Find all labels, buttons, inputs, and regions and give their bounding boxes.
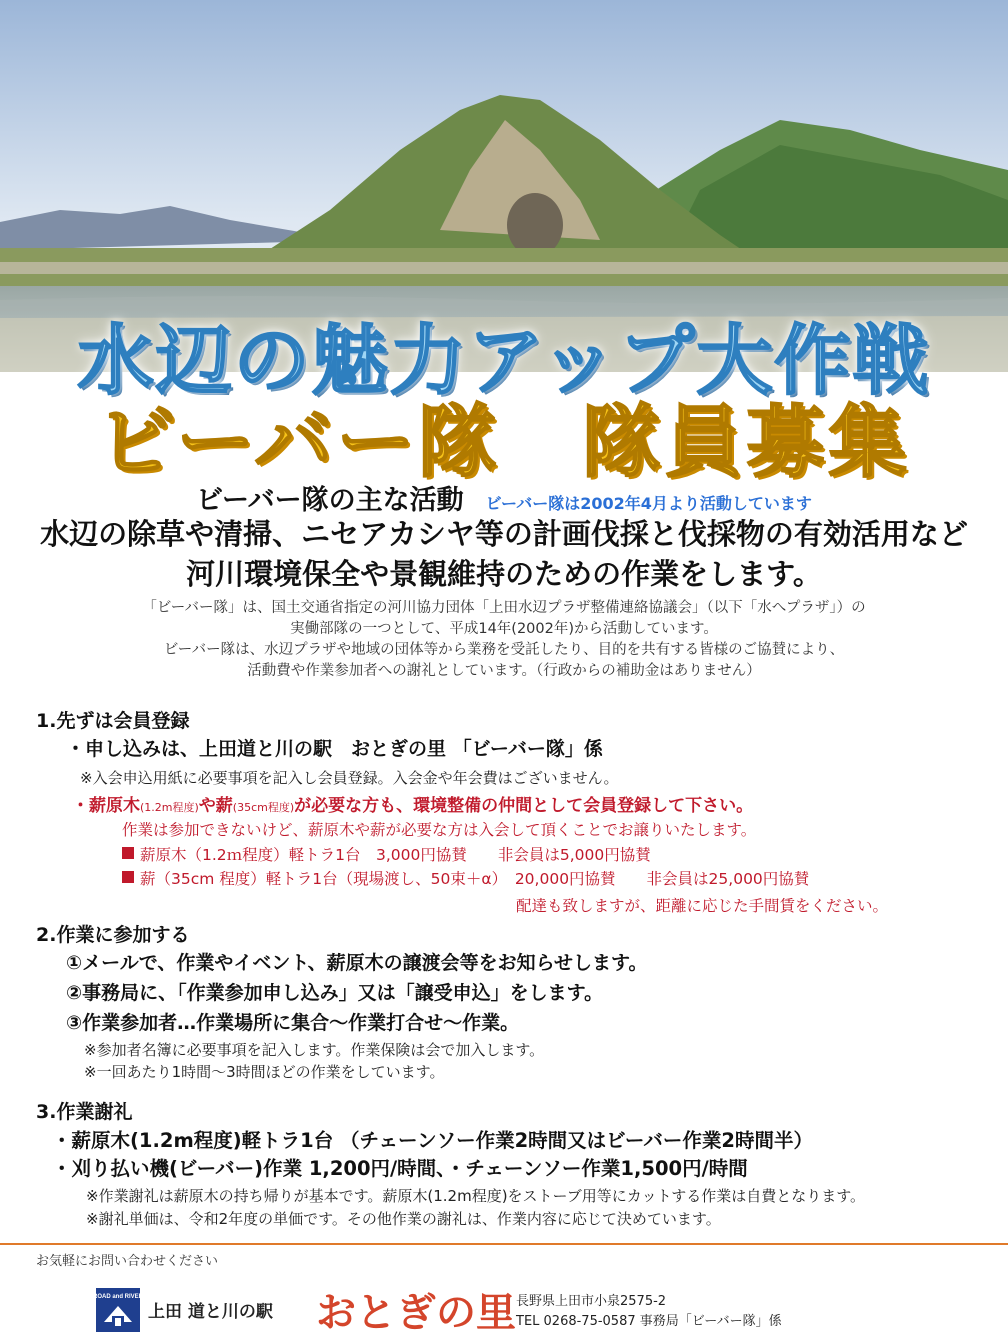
section-2-heading: 2.作業に参加する bbox=[36, 924, 190, 946]
firewood-size: (35cm程度) bbox=[232, 801, 295, 814]
intro-line: ビーバー隊は、水辺プラザや地域の団体等から業務を受託したり、目的を共有する皆様のご協賛により、 bbox=[163, 642, 845, 658]
reward-note-1: ※作業謝礼は薪原木の持ち帰りが基本です。薪原木(1.2m程度)をストーブ用等にカットする作業は自費となります。 bbox=[86, 1187, 865, 1205]
delivery-note: 配達も致しますが、距離に応じた手間賃をください。 bbox=[516, 897, 889, 915]
step-2: ②事務局に、「作業参加申し込み」又は「譲受申込」をします。 bbox=[66, 982, 604, 1004]
apply-line: ・申し込みは、上田道と川の駅 おとぎの里 「ビーバー隊」係 bbox=[66, 738, 603, 760]
address-block bbox=[516, 1292, 782, 1332]
activity-title: ビーバー隊の主な活動 bbox=[196, 485, 464, 516]
otogi-logo-text: おとぎの里 bbox=[316, 1289, 516, 1336]
footer-divider bbox=[0, 1243, 1008, 1245]
intro-line: 「ビーバー隊」は、国土交通省指定の河川協力団体「上田水辺プラザ整備連絡協議会」（以下「水へプラザ」）の bbox=[142, 600, 866, 616]
section-1-heading: 1.先ずは会員登録 bbox=[36, 710, 190, 732]
duration-note: ※一回あたり1時間～3時間ほどの作業をしています。 bbox=[84, 1063, 445, 1081]
logo-text: ROAD and RIVER bbox=[92, 1294, 144, 1300]
contact-invite: お気軽にお問い合わせください bbox=[36, 1254, 219, 1269]
price-line-2 bbox=[122, 867, 809, 889]
telephone: TEL 0268-75-0587 事務局「ビーバー隊」係 bbox=[516, 1314, 782, 1329]
headline-title: 水辺の魅力アップ大作戦 bbox=[77, 316, 931, 405]
station-name: 上田 道と川の駅 bbox=[148, 1302, 273, 1322]
activity-line-2: 河川環境保全や景観維持のための作業をします。 bbox=[186, 557, 822, 591]
firewood-log-size: (1.2m程度) bbox=[140, 801, 199, 814]
bullet-square-icon bbox=[122, 871, 134, 883]
price-line-1 bbox=[122, 843, 651, 865]
bullet-square-icon bbox=[122, 847, 134, 859]
reward-line-1: ・薪原木(1.2m程度)軽トラ1台 （チェーンソー作業2時間又はビーバー作業2時間半） bbox=[52, 1129, 813, 1152]
price-text-1: 薪原木（1.2ｍ程度）軽トラ1台 3,000円協賛 非会員は5,000円協賛 bbox=[140, 846, 651, 864]
step-1: ①メールで、作業やイベント、薪原木の譲渡会等をお知らせします。 bbox=[66, 952, 648, 974]
intro-line: 実働部隊の一つとして、平成14年(2002年)から活動しています。 bbox=[290, 621, 718, 637]
firewood-member-line bbox=[72, 791, 753, 816]
section-3-heading: 3.作業謝礼 bbox=[36, 1101, 133, 1123]
since-note: ビーバー隊は2002年4月より活動しています bbox=[485, 494, 812, 513]
address: 長野県上田市小泉2575-2 bbox=[516, 1294, 667, 1309]
step-3: ③作業参加者…作業場所に集合～作業打合せ～作業。 bbox=[66, 1012, 520, 1034]
firewood-label: や薪 bbox=[198, 796, 233, 816]
recruit-title: ビーバー隊 隊員募集 bbox=[97, 398, 911, 488]
firewood-member-text: が必要な方も、環境整備の仲間として会員登録して下さい。 bbox=[294, 796, 754, 816]
intro-paragraph bbox=[0, 598, 1008, 682]
firewood-log-label: ・薪原木 bbox=[72, 796, 140, 816]
activity-line-1: 水辺の除草や清掃、ニセアカシヤ等の計画伐採と伐採物の有効活用など bbox=[40, 517, 968, 551]
intro-line: 活動費や作業参加者への謝礼としています。（行政からの補助金はありません） bbox=[247, 663, 761, 679]
reward-note-2: ※謝礼単価は、令和2年度の単価です。その他作業の謝礼は、作業内容に応じて決めています。 bbox=[86, 1210, 721, 1228]
road-river-logo bbox=[92, 1288, 144, 1332]
otogi-logo bbox=[312, 1282, 516, 1338]
participant-note: ※参加者名簿に必要事項を記入します。作業保険は会で加入します。 bbox=[84, 1041, 545, 1059]
membership-note: ※入会申込用紙に必要事項を記入し会員登録。入会金や年会費はございません。 bbox=[80, 769, 619, 787]
price-text-2: 薪（35cm 程度）軽トラ1台（現場渡し、50束＋α） 20,000円協賛 非会員は25,000円協賛 bbox=[140, 870, 810, 888]
reward-line-2: ・刈り払い機(ビーバー)作業 1,200円/時間、・チェーンソー作業1,500円/時間 bbox=[52, 1157, 748, 1180]
firewood-note: 作業は参加できないけど、薪原木や薪が必要な方は入会して頂くことでお譲りいたします。 bbox=[122, 821, 757, 839]
